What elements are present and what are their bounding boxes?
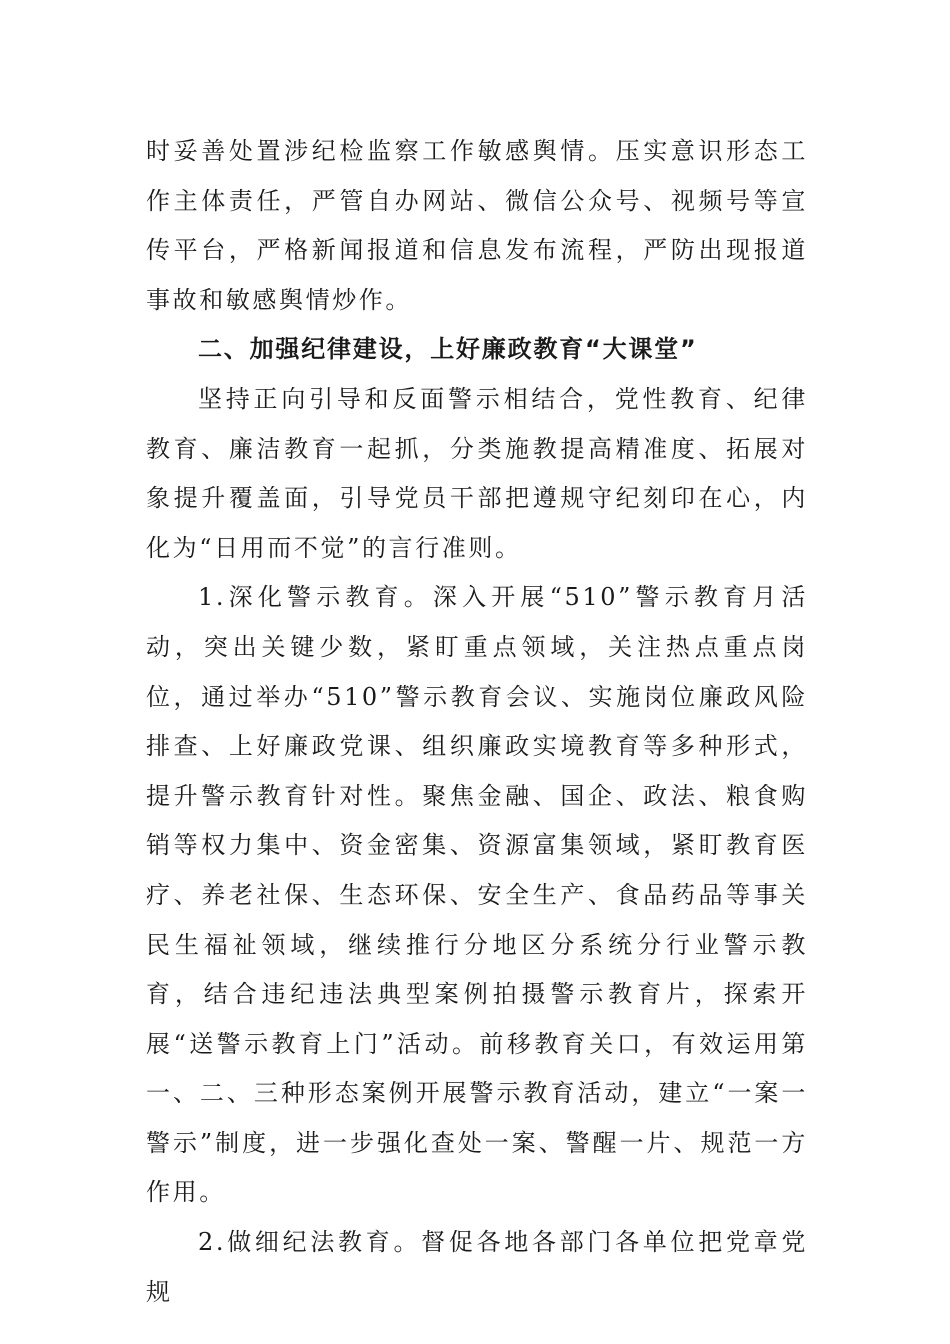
document-page xyxy=(146,127,808,1317)
paragraph-item-1: 1.深化警示教育。深入开展“510”警示教育月活动，突出关键少数，紧盯重点领域，关注热点重点岗位，通过举办“510”警示教育会议、实施岗位廉政风险排查、上好廉政党课、组织廉政实境教育等多种形式，提升警示教育针对性。聚焦金融、国企、政法、粮食购销等权力集中、资金密集、资源富集领域，紧盯教育医疗、养老社保、生态环保、安全生产、食品药品等事关民生福祉领域，继续推行分地区分系统分行业警示教育，结合违纪违法典型案例拍摄警示教育片，探索开展“送警示教育上门”活动。前移教育关口，有效运用第一、二、三种形态案例开展警示教育活动，建立“一案一警示”制度，进一步强化查处一案、警醒一片、规范一方作用。 xyxy=(146,583,808,1207)
section-heading: 二、加强纪律建设，上好廉政教育“大课堂” xyxy=(198,335,698,364)
paragraph-section-intro: 坚持正向引导和反面警示相结合，党性教育、纪律教育、廉洁教育一起抓，分类施教提高精准度、拓展对象提升覆盖面，引导党员干部把遵规守纪刻印在心，内化为“日用而不觉”的言行准则。 xyxy=(146,384,808,562)
paragraph-item-2: 2.做细纪法教育。督促各地各部门各单位把党章党规 xyxy=(146,1228,808,1306)
paragraph-continuation: 时妥善处置涉纪检监察工作敏感舆情。压实意识形态工作主体责任，严管自办网站、微信公众号、视频号等宣传平台，严格新闻报道和信息发布流程，严防出现报道事故和敏感舆情炒作。 xyxy=(146,137,808,314)
